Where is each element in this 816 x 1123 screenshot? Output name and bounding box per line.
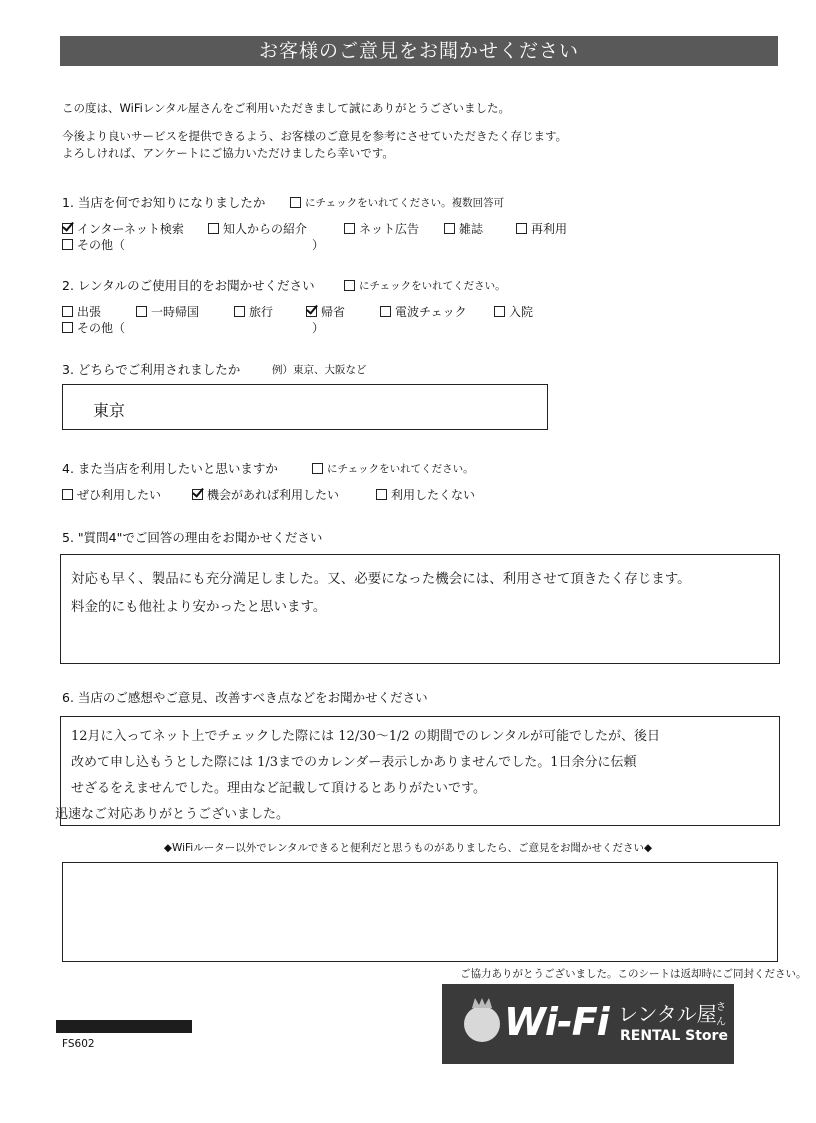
q2-other-close: ） [312,321,325,335]
q4-label: 4. また当店を利用したいと思いますか [62,461,278,476]
q6-label: 6. 当店のご感想やご意見、改善すべき点などをお聞かせください [62,690,428,705]
q1-label: 1. 当店を何でお知りになりましたか [62,195,266,210]
checkbox-icon [62,322,73,333]
checkbox-icon [62,239,73,250]
checkbox-icon [62,306,73,317]
q6-answer-box[interactable] [55,716,780,826]
checkbox-icon [380,306,391,317]
q6-answer-line-3: せざるをえませんでした。理由など記載して頂けるとありがたいです。 [71,781,486,796]
q4-option-no[interactable]: 利用したくない [376,486,475,503]
q1-option-internet[interactable]: インターネット検索 [62,220,184,237]
q4-option-definitely[interactable]: ぜひ利用したい [62,486,161,503]
q2-option-other[interactable]: その他（ [62,319,125,336]
q1-note [290,195,504,210]
q1-option-magazine[interactable]: 雑誌 [444,220,483,237]
intro-line-1: この度は、WiFiレンタル屋さんをご利用いただきまして誠にありがとうございました。 [62,101,511,115]
logo-wifi-text: Wi-Fi [504,1000,609,1044]
q2-note-text: にチェックをいれてください。 [359,280,506,292]
extra-question-label: ◆WiFiルーター以外でレンタルできると便利だと思うものがありましたら、ご意見をお聞かせください◆ [163,842,653,854]
q3-answer-box[interactable] [62,384,548,430]
checkbox-checked-icon [306,306,317,317]
q1-option-referral[interactable]: 知人からの紹介 [208,220,307,237]
logo-en-text: RENTAL Store [620,1028,728,1044]
logo-san-text: さん [716,1002,726,1028]
q2-option-temp-return[interactable]: 一時帰国 [136,303,199,320]
q2-note [344,278,506,293]
page-title: お客様のご意見をお聞かせください [60,36,778,66]
q2-option-signal-check[interactable]: 電波チェック [380,303,467,320]
checkbox-icon [62,489,73,500]
checkbox-icon [312,463,323,474]
q1-option-net-ad[interactable]: ネット広告 [344,220,419,237]
checkbox-icon [444,223,455,234]
checkbox-icon [136,306,147,317]
q2-label: 2. レンタルのご使用目的をお聞かせください [62,278,315,293]
q5-answer-line-1: 対応も早く、製品にも充分満足しました。又、必要になった機会には、利用させて頂きたく存じます。 [71,571,691,587]
q2-option-business[interactable]: 出張 [62,303,101,320]
checkbox-checked-icon [62,223,73,234]
checkbox-icon [376,489,387,500]
checkbox-icon [208,223,219,234]
q6-answer-line-1: 12月に入ってネット上でチェックした際には 12/30～1/2 の期間でのレンタルが可能でしたが、後日 [71,729,660,744]
q1-other-close: ） [312,238,325,252]
q5-answer-box[interactable] [60,554,780,664]
checkbox-icon [344,280,355,291]
q3-example: 例）東京、大阪など [272,364,367,376]
q1-note-text: にチェックをいれてください。複数回答可 [305,197,505,209]
checkbox-icon [290,197,301,208]
q2-option-homecoming[interactable]: 帰省 [306,303,345,320]
redacted-barcode [56,1020,192,1033]
checkbox-icon [494,306,505,317]
q3-label: 3. どちらでご利用されましたか [62,362,241,377]
thanks-text: ご協力ありがとうございました。このシートは返却時にご同封ください。 [460,968,807,980]
q4-note-text: にチェックをいれてください。 [327,463,474,475]
crown-icon [472,998,492,1008]
intro-line-3: よろしければ、アンケートにご協力いただけましたら幸いです。 [62,146,394,160]
checkbox-icon [344,223,355,234]
q1-option-reuse[interactable]: 再利用 [516,220,567,237]
q1-option-other[interactable]: その他（ [62,236,125,253]
mascot-icon [464,1006,500,1042]
q2-option-travel[interactable]: 旅行 [234,303,273,320]
q5-answer-line-2: 料金的にも他社より安かったと思います。 [71,599,327,615]
checkbox-icon [516,223,527,234]
q4-option-if-chance[interactable]: 機会があれば利用したい [192,486,339,503]
form-code: FS602 [62,1038,95,1050]
wifi-rental-logo [442,984,734,1064]
logo-jp-text: レンタル屋 [618,1002,717,1026]
q6-answer-line-2: 改めて申し込もうとした際には 1/3までのカレンダー表示しかありませんでした。1日余分に伝頼 [71,755,637,770]
q2-option-hospital[interactable]: 入院 [494,303,533,320]
q6-answer-line-4: 迅速なご対応ありがとうございました。 [55,807,290,822]
extra-answer-box[interactable] [62,862,778,962]
q3-answer: 東京 [93,401,126,420]
intro-line-2: 今後より良いサービスを提供できるよう、お客様のご意見を参考にさせていただきたく存じます。 [62,129,568,143]
checkbox-checked-icon [192,489,203,500]
q5-label: 5. "質問4"でご回答の理由をお聞かせください [62,530,323,545]
checkbox-icon [234,306,245,317]
q4-note [312,461,474,476]
